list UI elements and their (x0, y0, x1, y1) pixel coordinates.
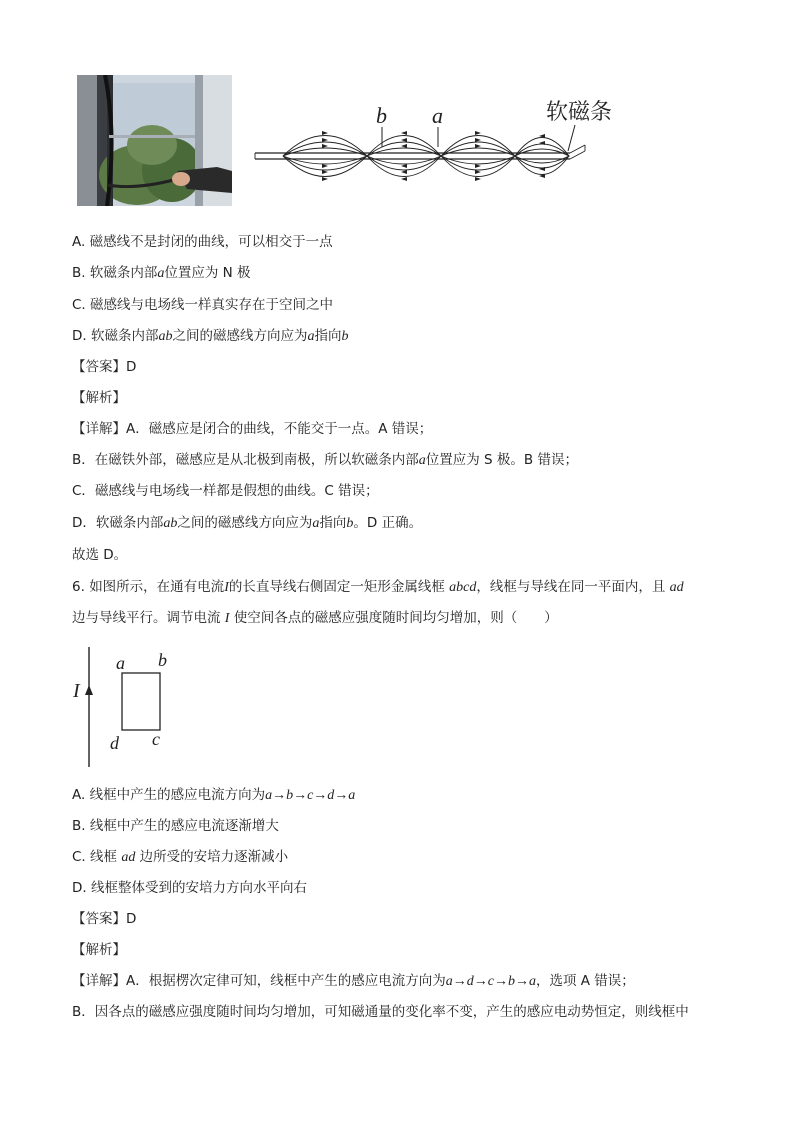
label-a: a (432, 103, 443, 128)
label-b: b (376, 103, 387, 128)
window-screen-photo (77, 75, 232, 206)
q5-detail-c: C．磁感线与电场线一样都是假想的曲线。C 错误； (72, 483, 379, 499)
q5-detail-a: 【详解】A．磁感应是闭合的曲线，不能交于一点。A 错误； (72, 421, 433, 437)
label-a2: a (116, 653, 125, 673)
label-soft-strip: 软磁条 (546, 100, 613, 125)
q5-option-a: A. 磁感线不是封闭的曲线，可以相交于一点 (72, 234, 333, 250)
q5-conclusion: 故选 D。 (72, 547, 128, 563)
q5-answer: 【答案】D (72, 359, 137, 375)
q5-option-b: B. 软磁条内部a位置应为 N 极 (72, 265, 251, 281)
wire-loop-diagram (70, 645, 180, 770)
q6-detail-b: B．因各点的磁感应强度随时间均匀增加，可知磁通量的变化率不变，产生的感应电动势恒定，则线框中 (72, 1004, 689, 1020)
q6-option-b: B. 线框中产生的感应电流逐渐增大 (72, 818, 279, 834)
q6-detail-a: 【详解】A．根据楞次定律可知，线框中产生的感应电流方向为a→d→c→b→a，选项 A 错误； (72, 973, 635, 989)
q6-option-c: C. 线框 ad 边所受的安培力逐渐减小 (72, 849, 289, 865)
q5-detail-b: B．在磁铁外部，磁感应是从北极到南极，所以软磁条内部a位置应为 S 极。B 错误； (72, 452, 578, 468)
q6-option-d: D. 线框整体受到的安培力方向水平向右 (72, 880, 307, 896)
magnetic-strip-diagram (250, 95, 630, 185)
q6-answer: 【答案】D (72, 911, 137, 927)
q5-detail-d: D．软磁条内部ab之间的磁感线方向应为a指向b。D 正确。 (72, 515, 423, 531)
q5-analysis-heading: 【解析】 (72, 390, 126, 406)
q6-stem-line1: 6. 如图所示，在通有电流I的长直导线右侧固定一矩形金属线框 abcd，线框与导线在同一平面内，且 ad (72, 579, 684, 595)
label-I: I (73, 680, 80, 702)
q6-option-a: A. 线框中产生的感应电流方向为a→b→c→d→a (72, 787, 356, 803)
label-b2: b (158, 650, 167, 670)
q5-option-d: D. 软磁条内部ab之间的磁感线方向应为a指向b (72, 328, 349, 344)
q5-option-c: C. 磁感线与电场线一样真实存在于空间之中 (72, 297, 334, 313)
q6-analysis-heading: 【解析】 (72, 942, 126, 958)
label-d2: d (110, 733, 119, 753)
label-c2: c (152, 729, 160, 749)
q6-stem-line2: 边与导线平行。调节电流 I 使空间各点的磁感应强度随时间均匀增加，则（ ） (72, 610, 558, 626)
